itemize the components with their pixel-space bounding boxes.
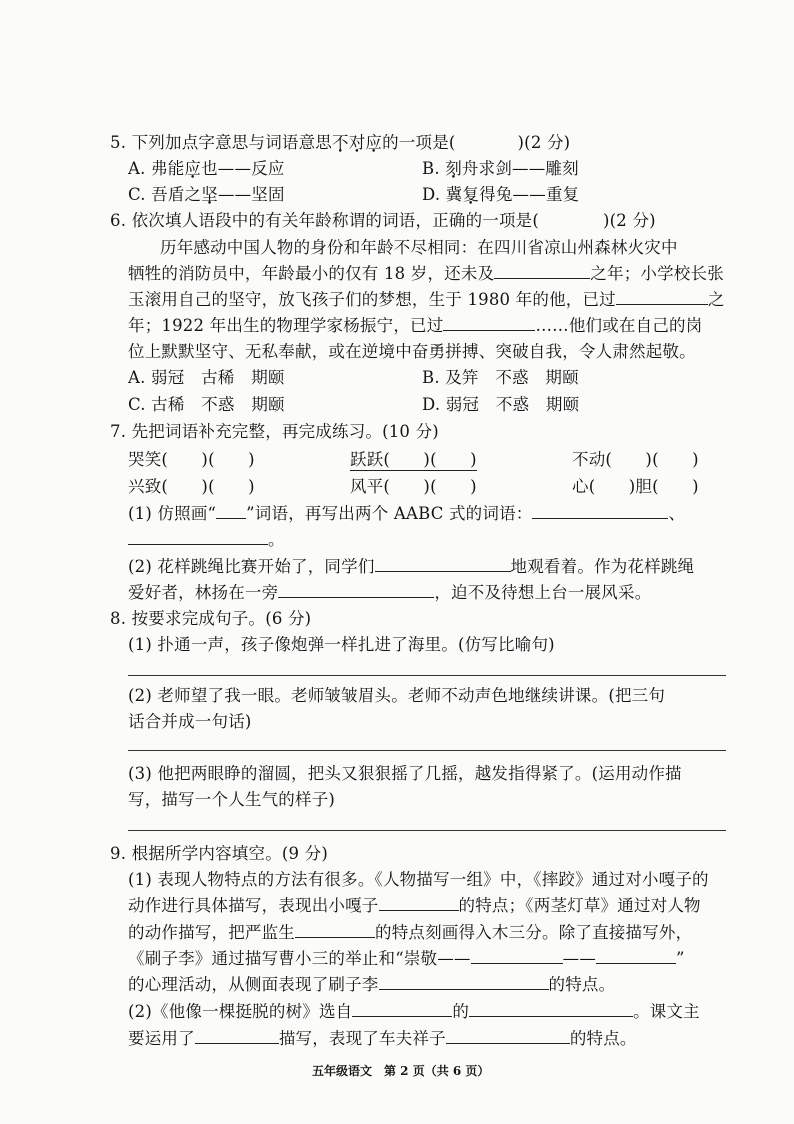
q9-text: 的特点。 <box>548 975 616 994</box>
q6-passage-line <box>128 262 724 286</box>
q6-points: )(2 分) <box>603 211 656 230</box>
q6-option-d: D. 弱冠 不惑 期颐 <box>422 395 580 414</box>
q8-answer-line-2[interactable] <box>128 750 726 751</box>
q9-blank-4[interactable] <box>596 947 676 964</box>
sub-text: 地观看着。作为花样跳绳 <box>510 557 695 576</box>
sub-text: ”词语，再写出两个 AABC 式的词语： <box>246 504 533 523</box>
q5-stem-text: 5. 下列加点字意思与词语意思 <box>110 133 332 152</box>
q5-points: )(2 分) <box>517 133 571 152</box>
q9-text: —— <box>562 949 597 968</box>
q7-word-5[interactable]: 风平( )( ) <box>350 477 477 496</box>
q6-passage-line <box>128 314 702 338</box>
q9-line <box>128 973 615 997</box>
q6-blank-1[interactable] <box>494 262 590 279</box>
option-text: B. <box>422 159 446 178</box>
q6-option-a: A. 弱冠 古稀 期颐 <box>128 368 285 387</box>
q8-sub-3-cont: 写，描写一个人生气的样子) <box>128 790 336 809</box>
q9-text: 。课文主 <box>633 1002 700 1021</box>
q9-line <box>128 1027 637 1051</box>
q9-text: 的心理活动，从侧面表现了刷子李 <box>128 975 379 994</box>
q9-line <box>128 894 701 918</box>
q7-sub-1-cont <box>128 528 285 552</box>
q5-option-d <box>422 183 579 207</box>
sub-text: ，迫不及待想上台一展风采。 <box>434 583 652 602</box>
q7-word-2-text: 跃跃( )( ) <box>350 450 477 469</box>
q6-stem-text: 6. 依次填人语段中的有关年龄称谓的词语，正确的一项是( <box>110 211 540 230</box>
q9-text: 的动作描写，把严监生 <box>128 923 295 942</box>
q6-passage-line <box>128 288 725 312</box>
q9-line: (1) 表现人物特点的方法有很多。《人物描写一组》中，《摔跤》通过对小嘎子的 <box>128 870 709 889</box>
q5-dot-char: 不 <box>332 133 349 152</box>
q5-stem <box>110 131 570 155</box>
q9-blank-3[interactable] <box>471 947 563 964</box>
q7-blank-2a[interactable] <box>375 555 511 572</box>
q5-option-c <box>128 183 285 207</box>
q8-answer-line-1[interactable] <box>128 675 726 676</box>
q9-line <box>128 921 692 945</box>
q8-stem: 8. 按要求完成句子。(6 分) <box>110 609 312 628</box>
option-text: 也——反应 <box>201 159 285 178</box>
q7-underline-sample <box>216 502 246 519</box>
q6-blank-3[interactable] <box>443 314 535 331</box>
q7-blank-aabc-1[interactable] <box>532 502 668 519</box>
q7-blank-aabc-2[interactable] <box>128 528 268 545</box>
sub-text: (1) 仿照画“ <box>128 504 217 523</box>
q9-blank-8[interactable] <box>195 1027 279 1044</box>
q9-text: 的特点。 <box>569 1029 637 1048</box>
q9-text: (2)《他像一棵挺脱的树》选自 <box>128 1002 353 1021</box>
q9-blank-7[interactable] <box>469 1000 633 1017</box>
q9-line <box>128 1000 700 1024</box>
q9-text: 《刷子李》通过描写曹小三的举止和“崇敬—— <box>128 949 471 968</box>
q7-sub-1 <box>128 502 685 526</box>
q6-option-c: C. 古稀 不惑 期颐 <box>128 395 285 414</box>
sub-text: (2) 花样跳绳比赛开始了，同学们 <box>128 557 375 576</box>
q7-word-6[interactable]: 心( )胆( ) <box>572 477 699 496</box>
q8-sub-1: (1) 扑通一声，孩子像炮弹一样扎进了海里。(仿写比喻句) <box>128 635 555 654</box>
q8-sub-2-cont: 话合并成一句话) <box>128 712 252 731</box>
q9-text: 的 <box>452 1002 470 1021</box>
q7-stem: 7. 先把词语补充完整，再完成练习。(10 分) <box>110 422 439 441</box>
q9-blank-9[interactable] <box>446 1027 570 1044</box>
q9-stem: 9. 根据所学内容填空。(9 分) <box>110 844 329 863</box>
page-footer: 五年级语文 第 2 页（共 6 页） <box>312 1064 490 1078</box>
sub-text: 。 <box>268 530 285 549</box>
option-text: A. 弗能 <box>128 159 185 178</box>
passage-text: 牺牲的消防员中，年龄最小的仅有 18 岁，还未及 <box>128 264 495 283</box>
q9-text: 描写，表现了车夫祥子 <box>278 1029 446 1048</box>
q5-dot-char: 坚 <box>201 185 218 204</box>
passage-text: 年；1922 年出生的物理学家杨振宁，已过 <box>128 316 444 335</box>
q5-option-a <box>128 157 285 181</box>
q5-option-b <box>422 157 579 181</box>
q9-blank-6[interactable] <box>352 1000 452 1017</box>
q9-text: 动作进行具体描写，表现出小嘎子 <box>128 896 379 915</box>
option-text: 舟求剑——雕刻 <box>461 159 579 178</box>
q8-answer-line-3[interactable] <box>128 830 726 831</box>
q9-text: 的特点；《两茎灯草》通过对人物 <box>458 896 701 915</box>
option-text: C. 吾盾之 <box>128 185 202 204</box>
q5-dot-char: 对 <box>348 133 366 152</box>
q6-passage-line: 历年感动中国人物的身份和年龄不尽相同：在四川省凉山州森林火灾中 <box>160 238 678 257</box>
option-text: 得兔——重复 <box>479 185 580 204</box>
q9-text: ” <box>676 949 685 968</box>
option-text: ——坚固 <box>217 185 285 204</box>
q5-dot-char: 应 <box>365 133 383 152</box>
q6-option-b: B. 及笄 不惑 期颐 <box>422 368 579 387</box>
q6-stem <box>110 209 656 233</box>
passage-text: 之 <box>707 290 725 309</box>
q5-dot-char: 应 <box>184 159 202 178</box>
passage-text: ……他们或在自己的岗 <box>535 316 703 335</box>
q9-text: 的特点刻画得入木三分。除了直接描写外， <box>375 923 693 942</box>
sub-text: 爱好者，林扬在一旁 <box>128 583 279 602</box>
q9-text: 要运用了 <box>128 1029 195 1048</box>
passage-text: 玉滚用自己的坚守，放飞孩子们的梦想，生于 1980 年的他，已过 <box>128 290 616 309</box>
q8-sub-2: (2) 老师望了我一眼。老师皱皱眉头。老师不动声色地继续讲课。(把三句 <box>128 686 666 705</box>
q5-dot-char: 刻 <box>445 159 462 178</box>
q8-sub-3: (3) 他把两眼睁的溜圆，把头又狠狠摇了几摇，越发指得紧了。(运用动作描 <box>128 764 682 783</box>
passage-text: 之年；小学校长张 <box>590 264 724 283</box>
sub-text: 、 <box>668 504 686 523</box>
q9-blank-5[interactable] <box>379 973 549 990</box>
q6-passage-line: 位上默默坚守、无私奉献，或在逆境中奋勇拼搏、突破自我，令人肃然起敬。 <box>128 342 696 361</box>
q7-word-2-underlined[interactable] <box>350 448 477 472</box>
q7-word-1[interactable]: 哭笑( )( ) <box>128 450 255 469</box>
q7-blank-2b[interactable] <box>278 581 434 598</box>
q7-sub-2-cont <box>128 581 651 605</box>
option-text: D. 冀 <box>422 185 463 204</box>
q9-blank-1[interactable] <box>379 894 459 911</box>
q6-blank-2[interactable] <box>616 288 708 305</box>
q7-word-3[interactable]: 不动( )( ) <box>572 450 699 469</box>
q7-word-4[interactable]: 兴致( )( ) <box>128 477 255 496</box>
q5-stem-text: 的一项是( <box>382 133 456 152</box>
q9-blank-2[interactable] <box>295 921 375 938</box>
q5-dot-char: 复 <box>462 185 480 204</box>
q9-line <box>128 947 685 971</box>
q7-sub-2 <box>128 555 694 579</box>
